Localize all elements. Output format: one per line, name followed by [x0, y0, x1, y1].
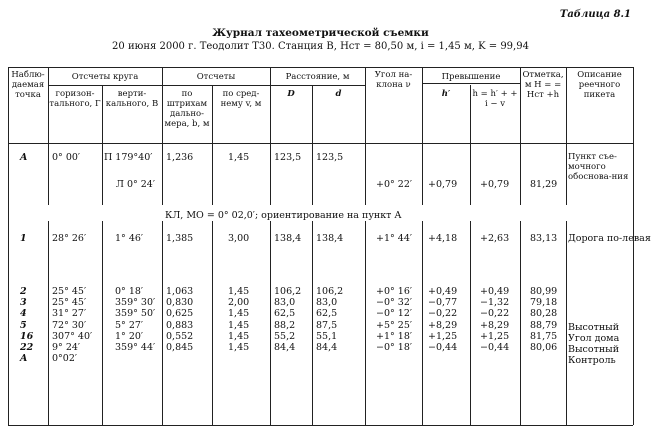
table-rule: [270, 143, 271, 205]
table-cell: 25° 45′: [52, 286, 87, 297]
table-rule: [48, 85, 365, 86]
table-rule: [8, 67, 9, 425]
table-rule: [8, 425, 633, 426]
table-cell: +1° 18′: [376, 330, 413, 342]
column-header: верти-кального, В: [105, 89, 159, 109]
table-cell: +5° 25′: [376, 319, 413, 331]
table-cell: Угол дома: [568, 332, 620, 344]
table-cell: 0° 18′: [115, 286, 144, 297]
column-header: h = h′ + + i − v: [472, 89, 518, 109]
table-cell: 123,5: [274, 152, 302, 163]
table-rule: [365, 143, 366, 205]
column-header: Угол на-клона ν: [374, 70, 413, 90]
table-cell: 359° 44′: [115, 342, 156, 353]
table-cell: −0,22: [428, 308, 458, 320]
table-cell: −0,44: [428, 342, 458, 353]
table-cell: 83,13: [530, 233, 558, 244]
table-cell: 0° 00′: [52, 152, 81, 163]
table-rule: [422, 143, 423, 205]
table-cell: 0,883: [166, 319, 194, 331]
table-cell: −0° 18′: [376, 342, 413, 353]
table-cell: Высотный: [568, 344, 620, 355]
table-cell: 307° 40′: [52, 330, 93, 342]
table-cell: −0° 32′: [376, 297, 413, 309]
table-cell: 87,5: [316, 319, 338, 331]
table-cell: +0,79: [480, 179, 510, 190]
table-cell: +4,18: [428, 233, 458, 244]
table-cell: 79,18: [530, 297, 558, 309]
column-header: D: [287, 89, 295, 99]
table-cell: 72° 30′: [52, 319, 87, 331]
table-cell: 106,2: [274, 286, 302, 297]
point-label: 3: [20, 297, 27, 309]
point-label: A: [20, 353, 28, 365]
column-header: Отсчеты: [196, 72, 236, 82]
table-cell: 1° 20′: [115, 330, 144, 342]
table-rule: [8, 67, 633, 68]
table-rule: [365, 221, 366, 425]
point-label: 4: [20, 308, 27, 320]
table-cell: 3,00: [228, 233, 250, 244]
table-title: Журнал тахеометрической съемки: [212, 27, 429, 39]
table-cell: 55,1: [316, 330, 338, 342]
column-header: h′: [441, 89, 451, 99]
table-cell: 80,99: [530, 286, 558, 297]
table-cell: +1° 44′: [376, 233, 413, 244]
table-rule: [212, 143, 213, 205]
table-rule: [162, 221, 163, 425]
table-cell: Пункт съе-мочного обоснова-ния: [568, 152, 629, 182]
table-cell: 83,0: [274, 297, 296, 309]
column-header: Отсчеты круга: [71, 72, 139, 82]
table-cell: 0,845: [166, 342, 194, 353]
table-rule: [566, 143, 567, 205]
table-rule: [422, 221, 423, 425]
column-header: Отметка, м H = = Hст +h: [522, 70, 564, 100]
table-cell: Дорога по-левая: [568, 233, 651, 244]
table-cell: 81,75: [530, 330, 558, 342]
table-cell: −0,77: [428, 297, 458, 309]
table-cell: +0,49: [428, 286, 458, 297]
table-cell: 1,236: [166, 152, 194, 163]
table-cell: +0,79: [428, 179, 458, 190]
table-cell: 25° 45′: [52, 297, 87, 309]
table-rule: [212, 221, 213, 425]
table-rule: [312, 221, 313, 425]
table-cell: 1,063: [166, 286, 194, 297]
table-rule: [48, 143, 49, 205]
table-cell: +1,25: [428, 330, 458, 342]
point-label: A: [20, 152, 28, 163]
table-cell: Л 0° 24′: [116, 179, 156, 190]
point-label: 16: [20, 330, 34, 342]
table-cell: 80,06: [530, 342, 558, 353]
table-cell: 84,4: [316, 342, 338, 353]
table-cell: +0,49: [480, 286, 510, 297]
column-header: Описание реечного пикета: [577, 70, 622, 100]
table-cell: 62,5: [274, 308, 296, 320]
table-rule: [48, 221, 49, 425]
table-cell: 123,5: [316, 152, 344, 163]
table-cell: 55,2: [274, 330, 296, 342]
table-cell: +0° 16′: [376, 286, 413, 297]
table-cell: 0,552: [166, 330, 194, 342]
table-cell: +0° 22′: [376, 179, 413, 190]
table-cell: 0°02′: [52, 353, 78, 365]
table-cell: 62,5: [316, 308, 338, 320]
table-cell: −0,22: [480, 308, 510, 320]
table-cell: +1,25: [480, 330, 510, 342]
table-cell: П 179°40′: [104, 152, 153, 163]
table-rule: [102, 143, 103, 205]
point-label: 5: [20, 319, 27, 331]
table-cell: +8,29: [428, 319, 458, 331]
table-cell: 1,45: [228, 308, 250, 320]
column-header: по сред-нему v, м: [220, 89, 262, 109]
column-header: Расстояние, м: [285, 72, 350, 82]
table-cell: 80,28: [530, 308, 558, 320]
table-cell: 1,385: [166, 233, 194, 244]
table-cell: +8,29: [480, 319, 510, 331]
table-cell: 2,00: [228, 297, 250, 309]
table-cell: 1,45: [228, 342, 250, 353]
table-subtitle: 20 июня 2000 г. Теодолит Т30. Станция B, Hст = 80,50 м, i = 1,45 м, K = 99,94: [112, 41, 529, 52]
table-rule: [422, 83, 520, 84]
table-cell: Высотный: [568, 321, 620, 333]
table-rule: [633, 67, 634, 425]
table-cell: 1,45: [228, 319, 250, 331]
table-rule: [162, 143, 163, 205]
table-cell: 138,4: [274, 233, 302, 244]
table-rule: [520, 143, 521, 205]
table-cell: 0,625: [166, 308, 194, 320]
column-header: горизон-тального, Г: [49, 89, 101, 109]
table-cell: 106,2: [316, 286, 344, 297]
table-cell: 1,45: [228, 330, 250, 342]
table-rule: [566, 221, 567, 425]
table-cell: −1,32: [480, 297, 510, 309]
table-rule: [520, 221, 521, 425]
table-cell: 31° 27′: [52, 308, 87, 320]
orientation-note: КЛ, МО = 0° 02,0′; ориентирование на пункт A: [165, 210, 402, 221]
table-rule: [470, 221, 471, 425]
table-cell: 1,45: [228, 286, 250, 297]
table-cell: 1,45: [228, 152, 250, 163]
table-cell: 5° 27′: [115, 319, 144, 331]
table-cell: Контроль: [568, 355, 616, 367]
table-rule: [470, 143, 471, 205]
table-cell: −0° 12′: [376, 308, 413, 320]
table-cell: 28° 26′: [52, 233, 87, 244]
table-cell: 84,4: [274, 342, 296, 353]
table-rule: [312, 143, 313, 205]
table-cell: 9° 24′: [52, 342, 81, 353]
table-cell: 1° 46′: [115, 233, 144, 244]
table-number: Таблица 8.1: [559, 9, 631, 20]
column-header: по штрихам дально-мера, b, м: [164, 89, 210, 129]
table-rule: [270, 221, 271, 425]
point-label: 1: [20, 233, 27, 244]
table-cell: 0,830: [166, 297, 194, 309]
table-cell: 81,29: [530, 179, 558, 190]
table-cell: 88,2: [274, 319, 296, 331]
column-header: Наблю-даемая точка: [11, 70, 45, 100]
table-cell: 138,4: [316, 233, 344, 244]
table-cell: 359° 50′: [115, 308, 156, 320]
table-cell: 83,0: [316, 297, 338, 309]
column-header: d: [335, 89, 342, 99]
column-header: Превышение: [441, 72, 501, 82]
table-cell: −0,44: [480, 342, 510, 353]
table-cell: +2,63: [480, 233, 510, 244]
table-rule: [102, 221, 103, 425]
point-label: 2: [20, 286, 27, 297]
table-cell: 88,79: [530, 319, 558, 331]
point-label: 22: [20, 342, 34, 353]
table-cell: 359° 30′: [115, 297, 156, 309]
